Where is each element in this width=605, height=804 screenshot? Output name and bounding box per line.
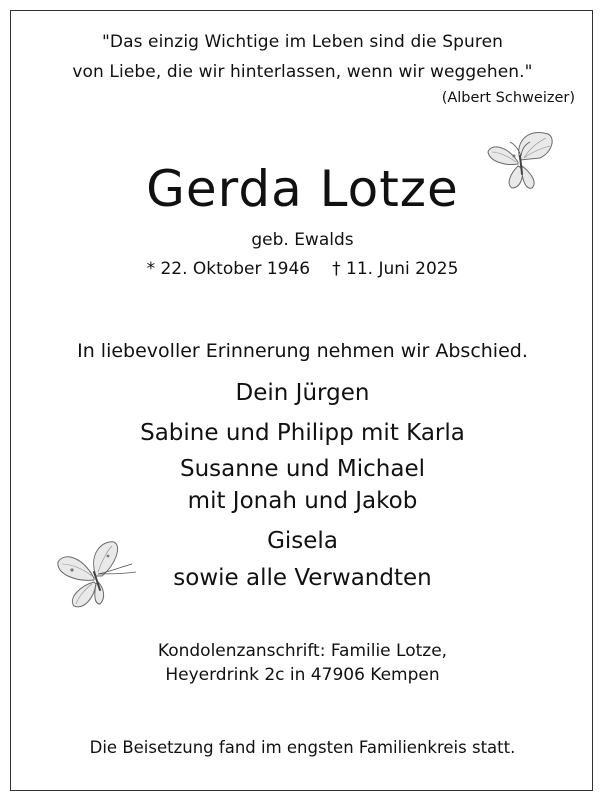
birth-date: * 22. Oktober 1946 <box>146 259 311 279</box>
condolence-address: Heyerdrink 2c in 47906 Kempen <box>165 665 440 685</box>
family-line: Gisela <box>267 528 338 554</box>
life-dates <box>0 259 605 279</box>
deceased-name: Gerda Lotze <box>146 160 459 218</box>
death-date: † 11. Juni 2025 <box>332 259 459 279</box>
family-line: Dein Jürgen <box>235 380 370 406</box>
quote-line-2: von Liebe, die wir hinterlassen, wenn wir weggehen." <box>72 62 533 82</box>
burial-note: Die Beisetzung fand im engsten Familienkreis statt. <box>89 738 516 757</box>
family-line: mit Jonah und Jakob <box>187 488 418 514</box>
butterfly-icon <box>52 538 140 612</box>
condolence-line-1: Kondolenzanschrift: Familie Lotze, <box>157 641 448 661</box>
quote-author: (Albert Schweizer) <box>441 90 575 106</box>
family-line: sowie alle Verwandten <box>173 565 432 591</box>
maiden-name: geb. Ewalds <box>251 230 354 250</box>
quote-line-1: "Das einzig Wichtige im Leben sind die Spuren <box>101 32 504 52</box>
family-line: Susanne und Michael <box>179 456 426 482</box>
farewell-text: In liebevoller Erinnerung nehmen wir Abschied. <box>77 340 528 362</box>
family-line: Sabine und Philipp mit Karla <box>140 420 465 446</box>
